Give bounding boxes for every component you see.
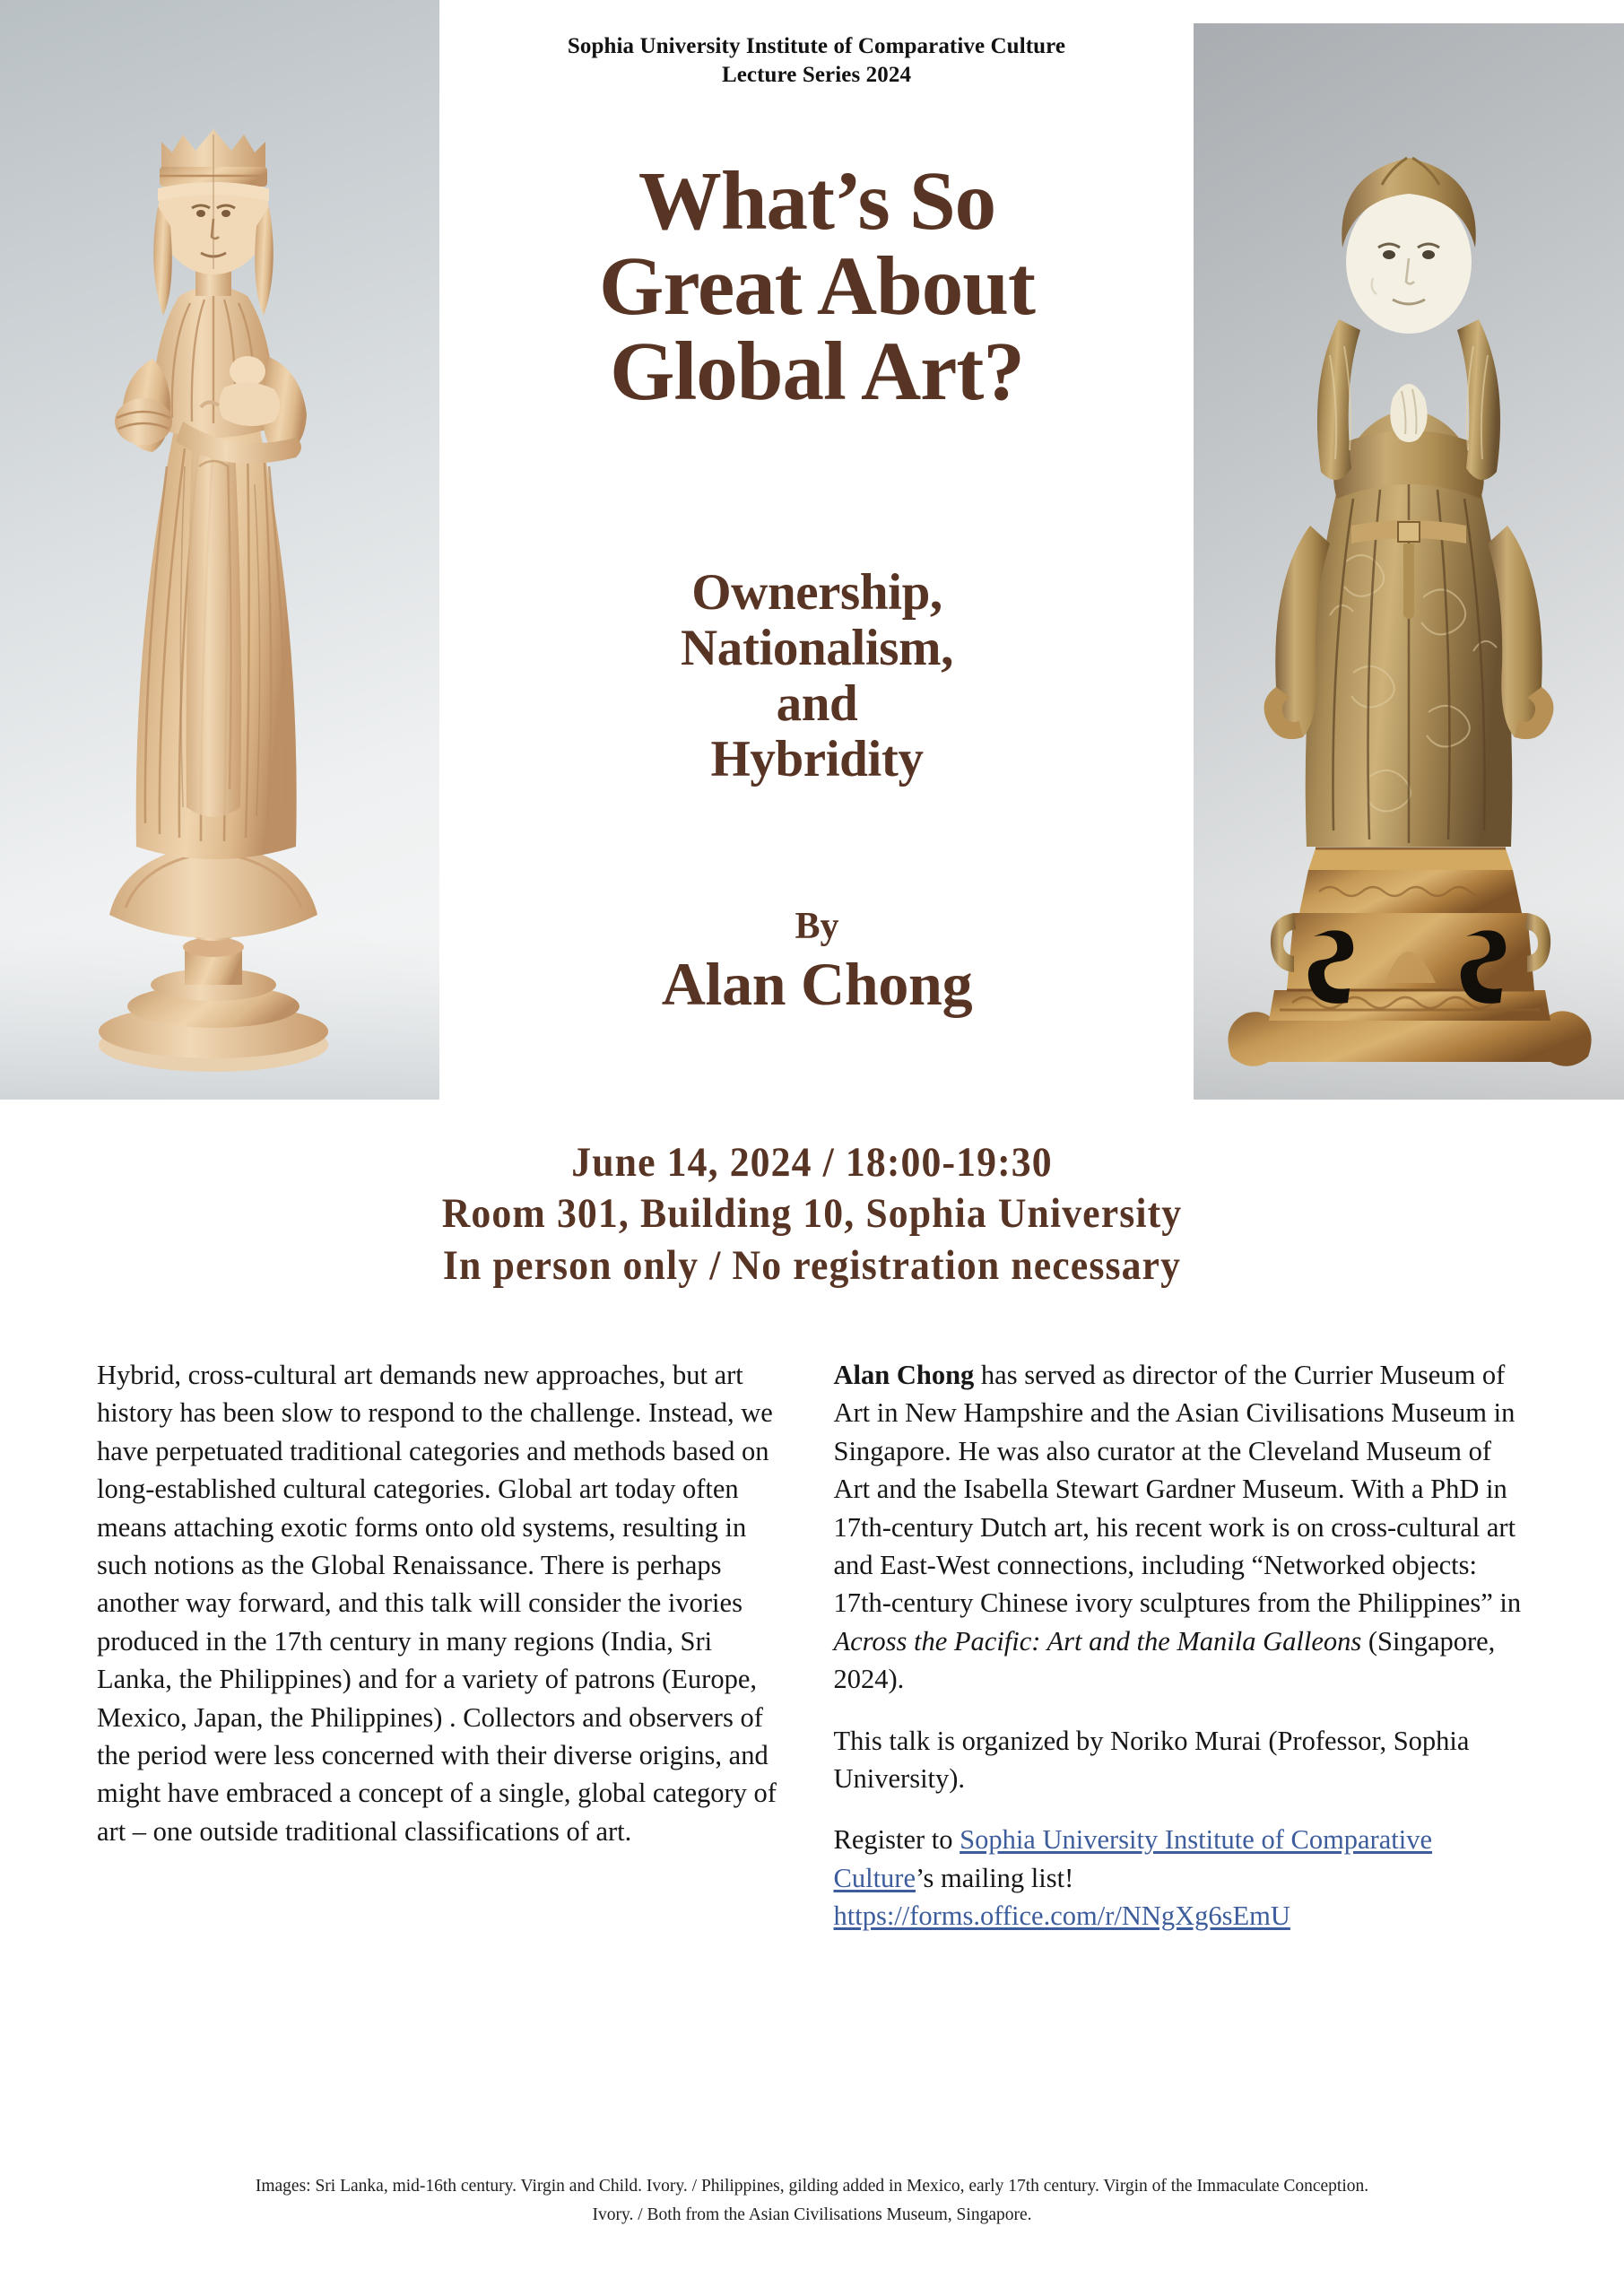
register-middle-text: ’s mailing list! <box>916 1862 1074 1893</box>
institute-header <box>439 32 1194 90</box>
lecture-series-label: Lecture Series 2024 <box>721 63 912 87</box>
registration-paragraph <box>834 1821 1528 1935</box>
bio-speaker-name: Alan Chong <box>833 1360 975 1390</box>
subtitle-line-4: Hybridity <box>710 731 924 788</box>
image-credits <box>0 2172 1624 2229</box>
event-venue: Room 301, Building 10, Sophia University <box>441 1190 1183 1238</box>
speaker-bio-paragraph <box>834 1356 1528 1699</box>
bio-book-title: Across the Pacific: Art and the Manila Galleons <box>833 1625 1362 1657</box>
image-virgin-immaculate-conception-ivory <box>1194 23 1624 1100</box>
poster-title <box>445 155 1189 418</box>
title-line-3: Global Art? <box>610 325 1024 418</box>
body-columns <box>0 1356 1624 1935</box>
image-credit-line-1: Images: Sri Lanka, mid-16th century. Virgin and Child. Ivory. / Philippines, gilding added in Mexico, early 17th century. Virgin of the Immaculate Conception. <box>255 2177 1369 2196</box>
image-credit-line-2: Ivory. / Both from the Asian Civilisations Museum, Singapore. <box>592 2205 1032 2224</box>
bio-text-part-1: has served as director of the Currier Museum of Art in New Hampshire and the Asian Civilisations Museum in Singapore. He was also curator at the Cleveland Museum of Art and the Isabella Stewart Gardner Museum. With a PhD in 17th-century Dutch art, his recent work is on cross-cultural art and East-West connections, including “Networked objects: 17th-century Chinese ivory sculptures from the Philippines” in <box>833 1360 1522 1619</box>
title-line-1: What’s So <box>638 155 996 248</box>
image-virgin-and-child-ivory <box>0 0 439 1100</box>
event-details <box>0 1137 1624 1292</box>
subtitle-line-3: and <box>776 675 858 733</box>
registration-form-url-link[interactable]: https://forms.office.com/r/NNgXg6sEmU <box>833 1900 1290 1932</box>
bio-text-part-2: (Singapore, 2024). <box>833 1625 1496 1695</box>
poster-subtitle <box>445 565 1189 788</box>
abstract-column <box>97 1356 791 1935</box>
organizer-paragraph: This talk is organized by Noriko Murai (Professor, Sophia University). <box>833 1725 1470 1794</box>
institute-name: Sophia University Institute of Comparative Culture <box>567 34 1066 58</box>
subtitle-line-2: Nationalism, <box>681 620 953 677</box>
speaker-credit <box>445 906 1189 1017</box>
subtitle-line-1: Ownership, <box>691 564 942 621</box>
event-attendance-note: In person only / No registration necessary <box>442 1241 1182 1289</box>
title-line-2: Great About <box>599 239 1035 333</box>
institute-mailing-list-link[interactable]: Sophia University Institute of Comparative Culture <box>833 1824 1433 1893</box>
speaker-name: Alan Chong <box>661 950 973 1019</box>
bio-column <box>834 1356 1528 1935</box>
register-prefix: Register to <box>833 1824 960 1856</box>
by-label: By <box>795 906 839 947</box>
abstract-paragraph: Hybrid, cross-cultural art demands new approaches, but art history has been slow to respond to the challenge. Instead, we have perpetuated traditional categories and methods based on long-established cultural categories. Global art today often means attaching exotic forms onto old systems, resulting in such notions as the Global Renaissance. There is perhaps another way forward, and this talk will consider the ivories produced in the 17th century in many regions (India, Sri Lanka, the Philippines) and for a variety of patrons (Europe, Mexico, Japan, the Philippines) . Collectors and observers of the period were less concerned with their diverse origins, and might have embraced a concept of a single, global category of art – one outside traditional classifications of art. <box>97 1360 777 1847</box>
event-date-time: June 14, 2024 / 18:00-19:30 <box>571 1139 1053 1186</box>
